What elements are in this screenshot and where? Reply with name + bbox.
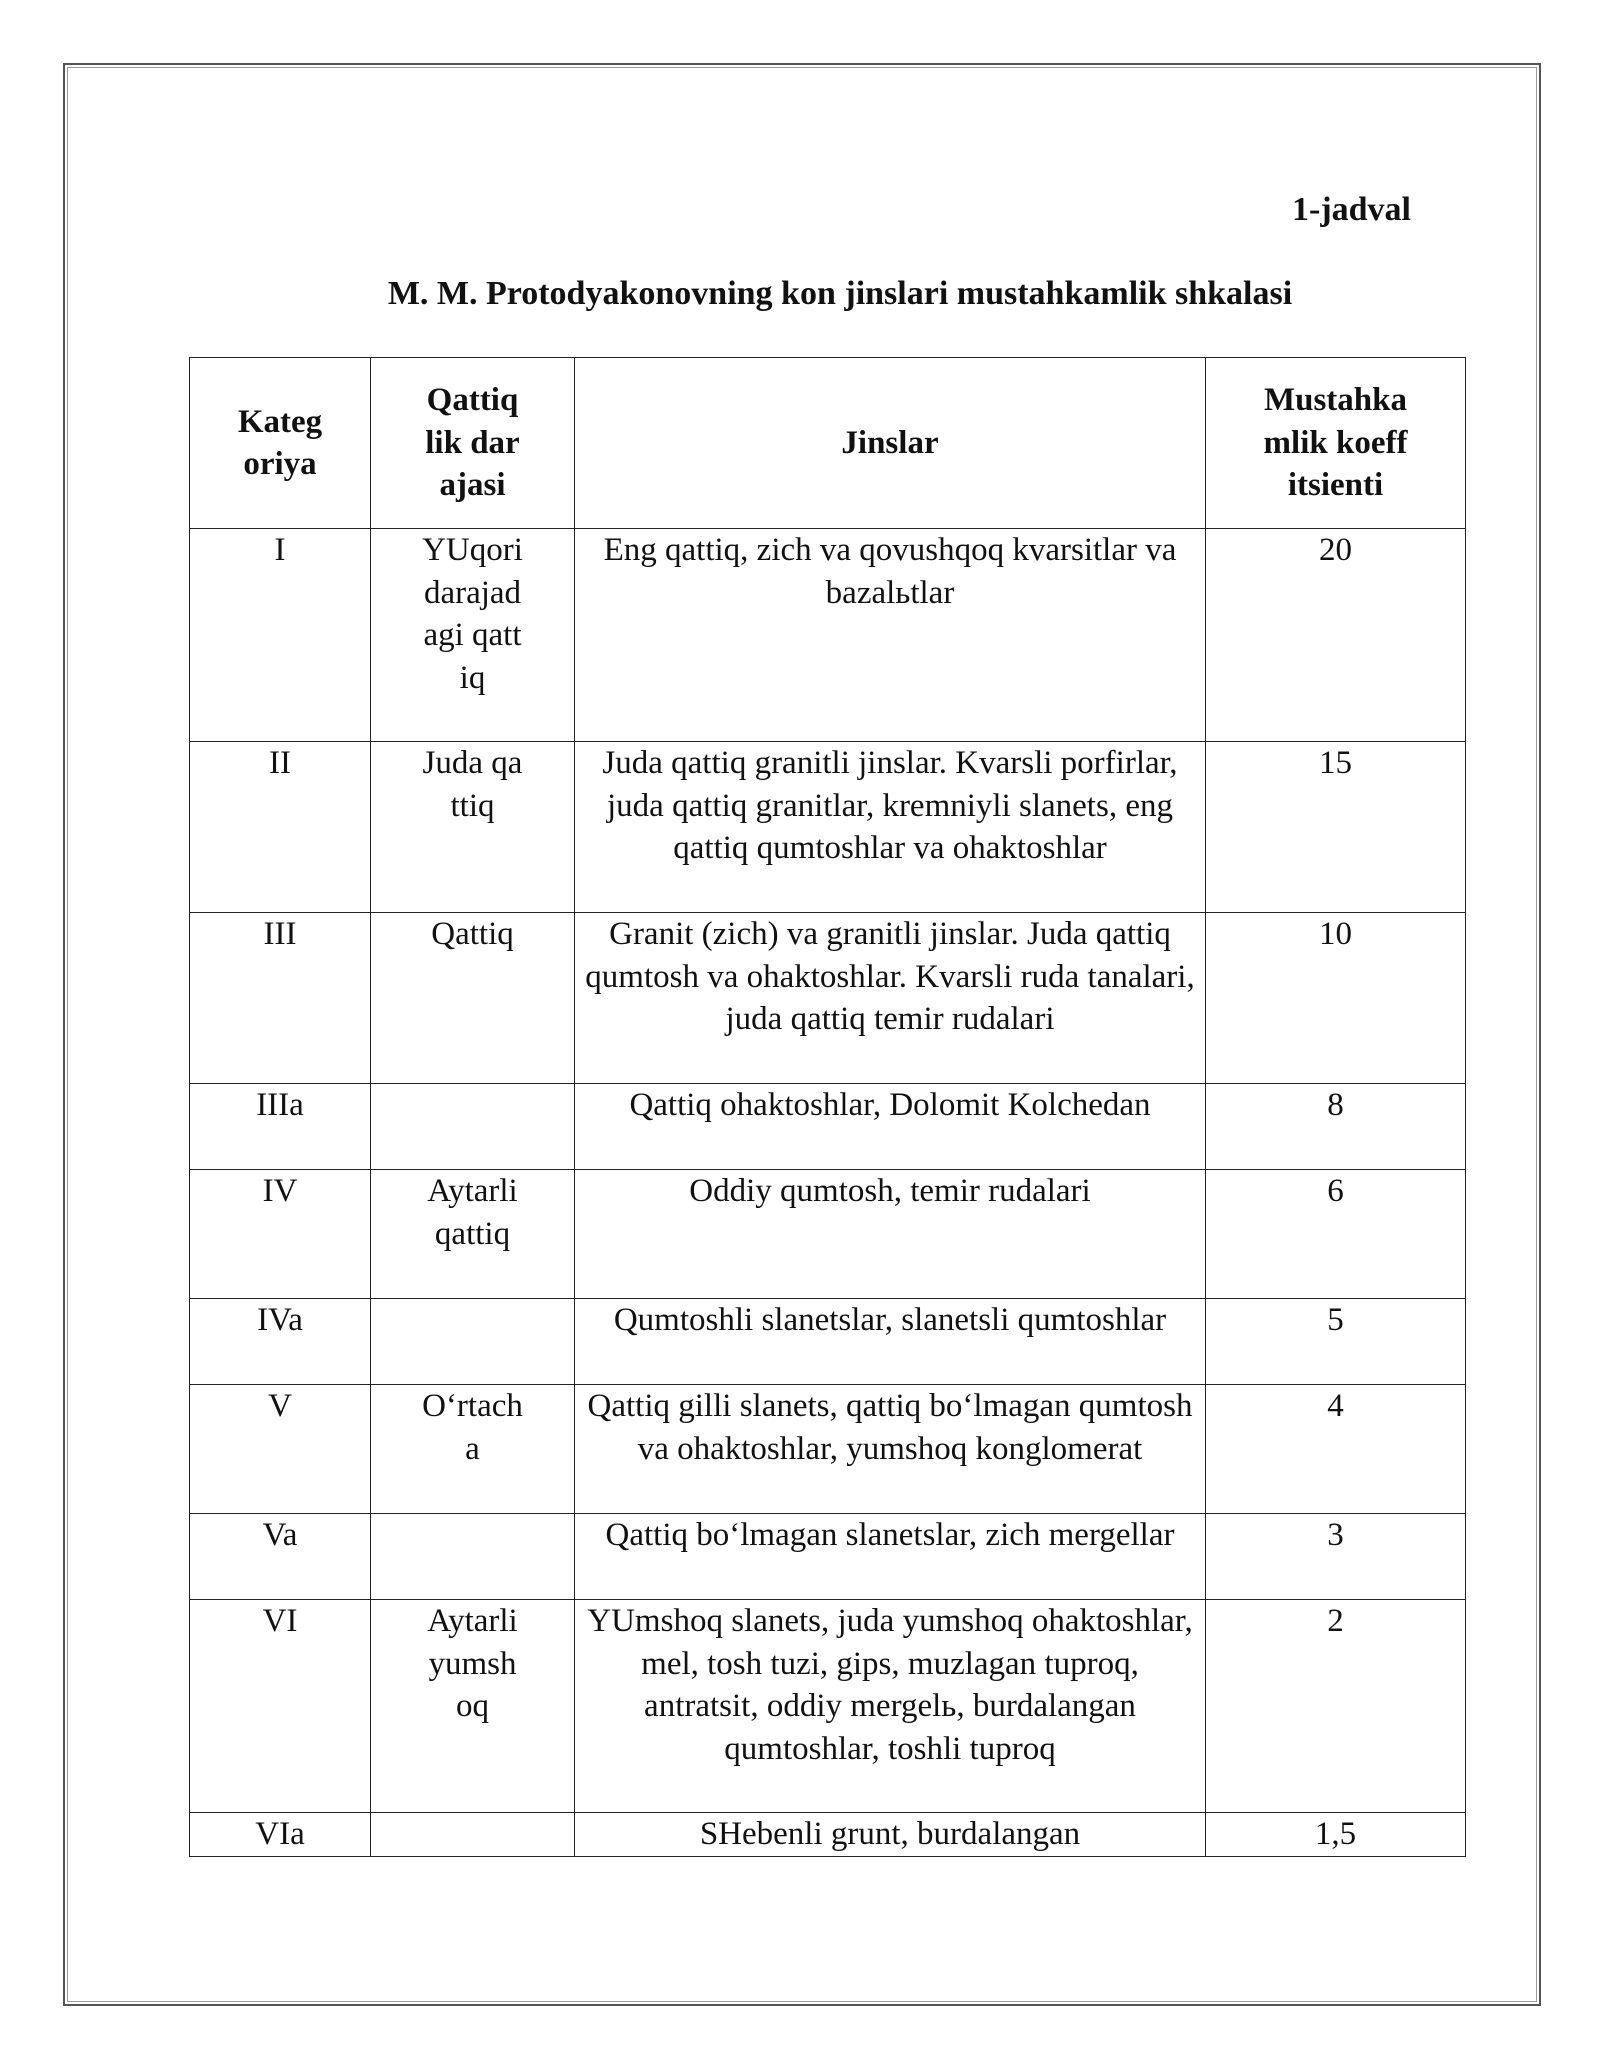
header-hardness: Qattiqlik darajasi: [371, 358, 575, 529]
rocks-cell: Oddiy qumtosh, temir rudalari: [575, 1170, 1206, 1299]
category-cell: IV: [190, 1170, 371, 1299]
category-cell: VIa: [190, 1813, 371, 1857]
table-row: [190, 913, 1466, 1084]
category-cell: I: [190, 529, 371, 742]
rocks-cell: YUmshoq slanets, juda yumshoq ohaktoshlar, mel, tosh tuzi, gips, muzlagan tuproq, antratsit, oddiy mergelь, burdalangan qumtoshlar, toshli tuproq: [575, 1600, 1206, 1813]
hardness-cell: Aytarli qattiq: [371, 1170, 575, 1299]
header-rocks: Jinslar: [575, 358, 1206, 529]
table-row: [190, 1170, 1466, 1299]
rocks-cell: SHebenli grunt, burdalangan: [575, 1813, 1206, 1857]
coefficient-cell: 4: [1206, 1385, 1466, 1514]
table-row: [190, 1299, 1466, 1385]
hardness-cell: YUqori darajadagi qattiq: [371, 529, 575, 742]
coefficient-cell: 6: [1206, 1170, 1466, 1299]
coefficient-cell: 3: [1206, 1514, 1466, 1600]
category-cell: II: [190, 742, 371, 913]
category-cell: Va: [190, 1514, 371, 1600]
hardness-cell: O‘rtacha: [371, 1385, 575, 1514]
hardness-cell: Qattiq: [371, 913, 575, 1084]
coefficient-cell: 15: [1206, 742, 1466, 913]
rocks-cell: Qattiq bo‘lmagan slanetslar, zich mergellar: [575, 1514, 1206, 1600]
hardness-cell: [371, 1813, 575, 1857]
rocks-cell: Qattiq ohaktoshlar, Dolomit Kolchedan: [575, 1084, 1206, 1170]
hardness-cell: [371, 1514, 575, 1600]
table-title: M. M. Protodyakonovning kon jinslari mustahkamlik shkalasi: [387, 275, 1293, 312]
coefficient-cell: 20: [1206, 529, 1466, 742]
coefficient-cell: 10: [1206, 913, 1466, 1084]
table-row: [190, 1385, 1466, 1514]
rocks-cell: Granit (zich) va granitli jinslar. Juda qattiq qumtosh va ohaktoshlar. Kvarsli ruda tanalari, juda qattiq temir rudalari: [575, 913, 1206, 1084]
table-row: [190, 1813, 1466, 1857]
rocks-cell: Juda qattiq granitli jinslar. Kvarsli porfirlar, juda qattiq granitlar, kremniyli slanets, eng qattiq qumtoshlar va ohaktoshlar: [575, 742, 1206, 913]
header-row: [190, 358, 1466, 529]
category-cell: IVa: [190, 1299, 371, 1385]
header-coefficient: Mustahkamlik koeffitsienti: [1206, 358, 1466, 529]
table-row: [190, 1514, 1466, 1600]
coefficient-cell: 5: [1206, 1299, 1466, 1385]
table-row: [190, 529, 1466, 742]
table-row: [190, 1600, 1466, 1813]
category-cell: IIIa: [190, 1084, 371, 1170]
table-row: [190, 742, 1466, 913]
category-cell: V: [190, 1385, 371, 1514]
hardness-cell: Juda qattiq: [371, 742, 575, 913]
rocks-cell: Qattiq gilli slanets, qattiq bo‘lmagan qumtosh va ohaktoshlar, yumshoq konglomerat: [575, 1385, 1206, 1514]
coefficient-cell: 1,5: [1206, 1813, 1466, 1857]
rocks-cell: Qumtoshli slanetslar, slanetsli qumtoshlar: [575, 1299, 1206, 1385]
coefficient-cell: 2: [1206, 1600, 1466, 1813]
hardness-cell: [371, 1084, 575, 1170]
rocks-cell: Eng qattiq, zich va qovushqoq kvarsitlar va bazalьtlar: [575, 529, 1206, 742]
table-number: 1-jadval: [1292, 191, 1411, 228]
category-cell: VI: [190, 1600, 371, 1813]
table-row: [190, 1084, 1466, 1170]
category-cell: III: [190, 913, 371, 1084]
hardness-cell: [371, 1299, 575, 1385]
strength-scale-table: [189, 357, 1466, 1857]
hardness-cell: Aytarli yumshoq: [371, 1600, 575, 1813]
coefficient-cell: 8: [1206, 1084, 1466, 1170]
header-category: Kategoriya: [190, 358, 371, 529]
